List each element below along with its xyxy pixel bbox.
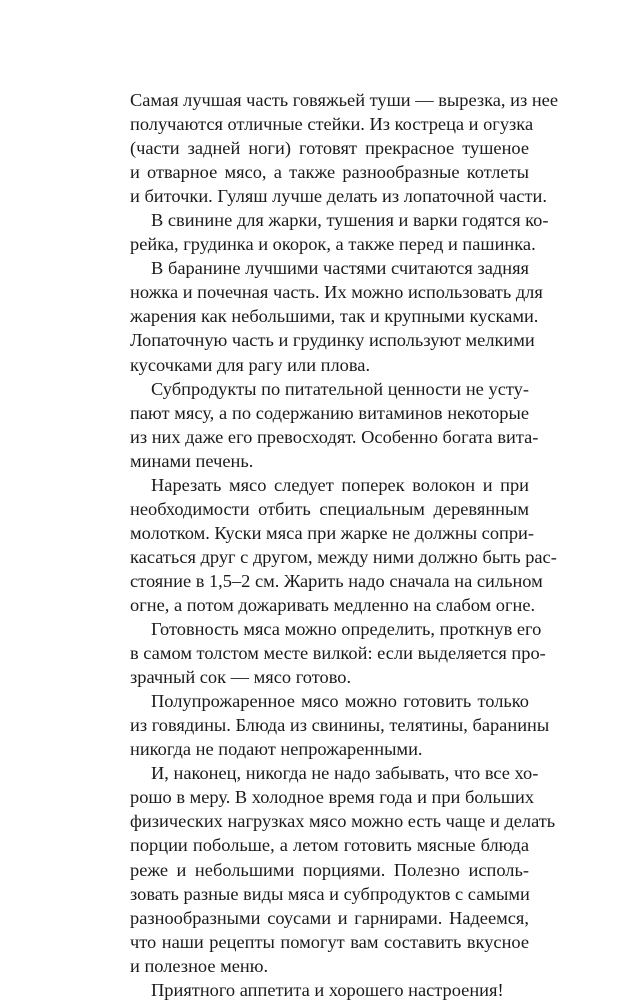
text-line: рейка, грудинка и окорок, а также перед и пашинка. [130, 234, 536, 255]
text-line: и биточки. Гуляш лучше делать из лопаточной части. [130, 186, 547, 207]
text-line: необходимости отбить специальным деревянным [130, 498, 529, 519]
text-line: и полезное меню. [130, 955, 269, 976]
text-line: касаться друг с другом, между ними должно быть рас- [130, 546, 557, 567]
text-line: физических нагрузках мясо можно есть чаще и делать [130, 811, 556, 832]
paragraph [109, 208, 549, 256]
text-line: пают мясу, а по содержанию витаминов некоторые [130, 402, 529, 423]
text-line: минами печень. [130, 450, 254, 471]
text-line: огне, а потом дожаривать медленно на слабом огне. [130, 594, 536, 615]
text-line: зовать разные виды мяса и субпродуктов с самыми [130, 883, 530, 904]
paragraph [109, 978, 529, 1002]
text-line: Самая лучшая часть говяжьей туши — вырезка, из нее [130, 90, 558, 110]
text-line: ножка и почечная часть. Их можно использовать для [130, 282, 543, 303]
text-line: В свинине для жарки, тушения и варки годятся ко- [151, 210, 549, 231]
text-line: никогда не подают непрожаренными. [130, 739, 423, 760]
text-line: рошо в меру. В холодное время года и при больших [130, 787, 535, 808]
paragraph [109, 689, 550, 761]
paragraph [109, 473, 557, 617]
text-line: и отварное мясо, а также разнообразные котлеты [130, 162, 529, 183]
text-line: что наши рецепты помогут вам составить вкусное [130, 931, 529, 952]
text-line: Полупрожаренное мясо можно готовить только [151, 691, 529, 712]
text-line: Готовность мяса можно определить, проткнув его [151, 619, 542, 640]
text-line: зрачный сок — мясо готово. [130, 667, 352, 688]
page-body [109, 88, 558, 1002]
text-line: из них даже его превосходят. Особенно богата вита- [130, 426, 539, 447]
paragraph [109, 377, 539, 473]
text-line: (части задней ноги) готовят прекрасное тушеное [130, 138, 529, 159]
paragraph [109, 256, 543, 376]
text-line: из говядины. Блюда из свинины, телятины, баранины [130, 715, 550, 736]
text-line: в самом толстом месте вилкой: если выделяется про- [130, 643, 546, 664]
text-line: В баранине лучшими частями считаются задняя [151, 258, 529, 279]
text-line: Нарезать мясо следует поперек волокон и при [151, 474, 529, 495]
text-line: Приятного аппетита и хорошего настроения! [151, 979, 504, 1000]
text-line: стояние в 1,5–2 см. Жарить надо сначала на сильном [130, 570, 543, 591]
text-line: кусочками для рагу или плова. [130, 354, 371, 375]
text-line: разнообразными соусами и гарнирами. Надеемся, [130, 907, 529, 928]
paragraph [109, 617, 546, 689]
text-line: молотком. Куски мяса при жарке не должны сопри- [130, 522, 535, 543]
paragraph [109, 88, 558, 208]
text-line: Лопаточную часть и грудинку используют мелкими [130, 330, 535, 351]
text-line: И, наконец, никогда не надо забывать, что все хо- [151, 763, 539, 784]
text-line: Субпродукты по питательной ценности не усту- [151, 378, 529, 399]
text-line: порции побольше, а летом готовить мясные блюда [130, 835, 529, 856]
paragraph [109, 761, 556, 977]
text-line: реже и небольшими порциями. Полезно исполь- [130, 859, 529, 880]
text-line: жарения как небольшими, так и крупными кусками. [130, 306, 539, 327]
text-line: получаются отличные стейки. Из костреца и огузка [130, 114, 534, 135]
